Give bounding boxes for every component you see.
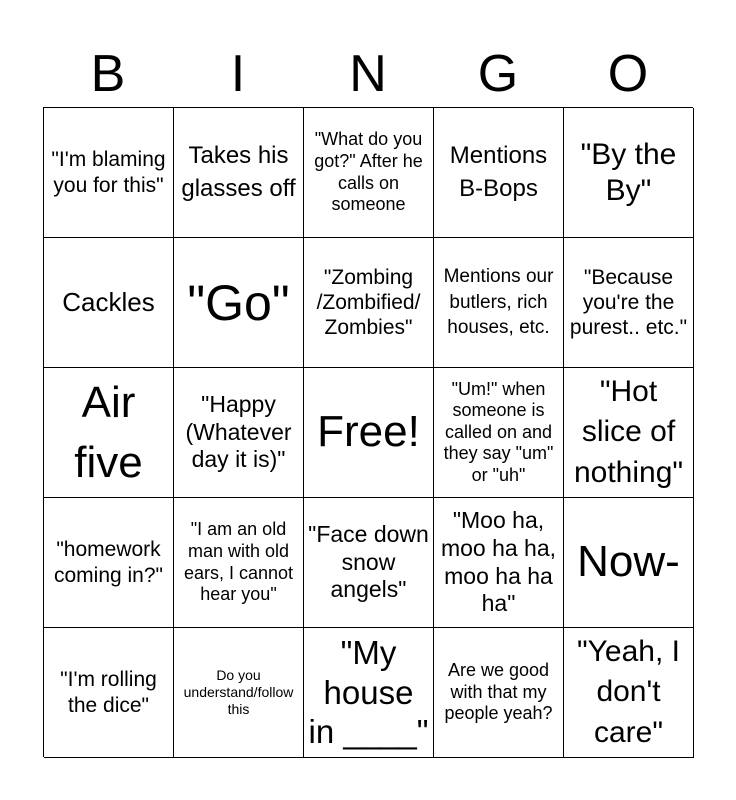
bingo-cell[interactable]: "Zombing /Zombified/ Zombies" bbox=[304, 238, 434, 368]
bingo-cell[interactable]: Cackles bbox=[44, 238, 174, 368]
bingo-cell[interactable]: "What do you got?" After he calls on someone bbox=[304, 108, 434, 238]
bingo-cell[interactable]: "Because you're the purest.. etc." bbox=[564, 238, 694, 368]
header-letter-n: N bbox=[349, 45, 387, 103]
header-letter-g: G bbox=[477, 45, 519, 103]
bingo-cell[interactable]: Now- bbox=[564, 498, 694, 628]
bingo-cell[interactable]: Are we good with that my people yeah? bbox=[434, 628, 564, 758]
bingo-cell[interactable]: "Go" bbox=[174, 238, 304, 368]
bingo-cell[interactable]: Air five bbox=[44, 368, 174, 498]
bingo-cell[interactable]: Takes his glasses off bbox=[174, 108, 304, 238]
bingo-cell[interactable]: Do you understand/follow this bbox=[174, 628, 304, 758]
bingo-cell[interactable]: "Hot slice of nothing" bbox=[564, 368, 694, 498]
bingo-cell[interactable]: "Happy (Whatever day it is)" bbox=[174, 368, 304, 498]
header-letter-i: I bbox=[230, 45, 246, 103]
bingo-cell[interactable]: "By the By" bbox=[564, 108, 694, 238]
bingo-cell[interactable]: Mentions B-Bops bbox=[434, 108, 564, 238]
header-letter-b: B bbox=[90, 45, 126, 103]
bingo-cell[interactable]: "Face down snow angels" bbox=[304, 498, 434, 628]
bingo-cell[interactable]: "Um!" when someone is called on and they say "um" or "uh" bbox=[434, 368, 564, 498]
bingo-cell[interactable]: "homework coming in?" bbox=[44, 498, 174, 628]
bingo-card-grid bbox=[43, 107, 693, 757]
bingo-cell[interactable]: "I am an old man with old ears, I cannot hear you" bbox=[174, 498, 304, 628]
bingo-cell[interactable]: "I'm rolling the dice" bbox=[44, 628, 174, 758]
bingo-cell[interactable]: "My house in ____" bbox=[304, 628, 434, 758]
header-letter-o: O bbox=[607, 45, 649, 103]
bingo-cell[interactable]: "I'm blaming you for this" bbox=[44, 108, 174, 238]
bingo-header bbox=[43, 40, 693, 108]
bingo-cell[interactable]: "Moo ha, moo ha ha, moo ha ha ha" bbox=[434, 498, 564, 628]
bingo-cell[interactable]: "Yeah, I don't care" bbox=[564, 628, 694, 758]
bingo-cell[interactable]: Mentions our butlers, rich houses, etc. bbox=[434, 238, 564, 368]
free-space[interactable]: Free! bbox=[304, 368, 434, 498]
